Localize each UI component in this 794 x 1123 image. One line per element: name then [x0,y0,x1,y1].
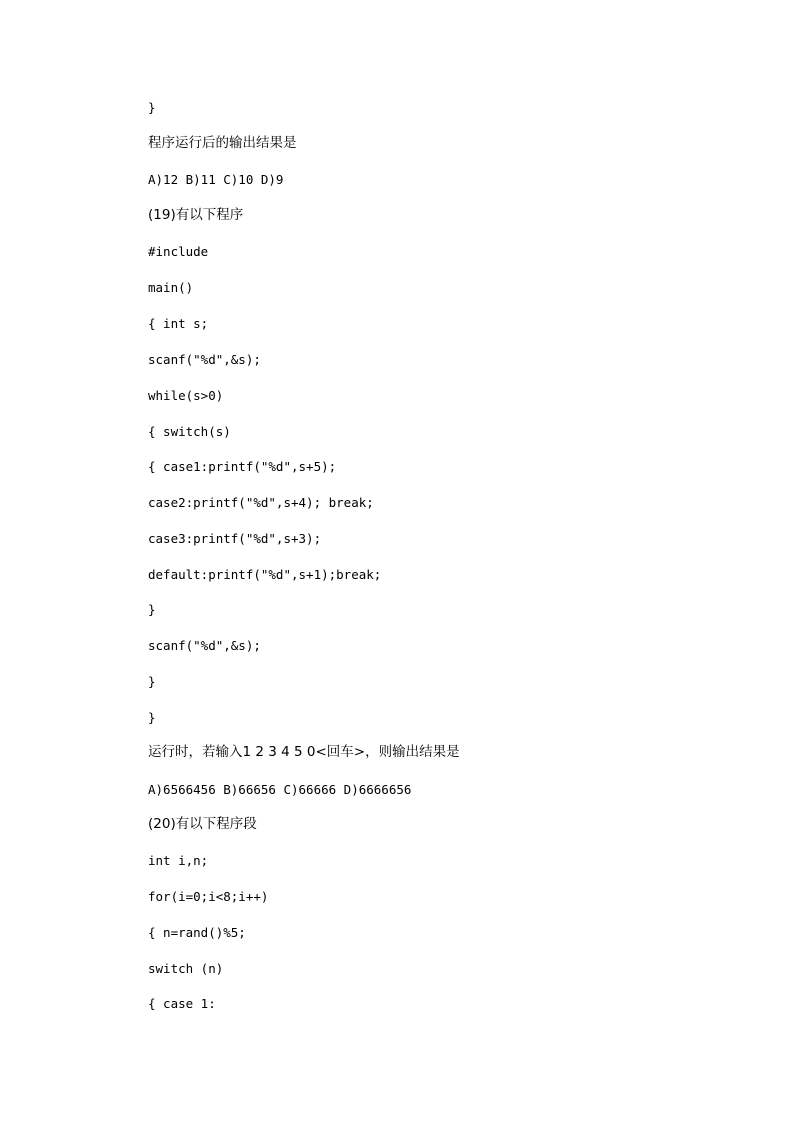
code-line: } [148,674,156,689]
code-line: main() [148,280,194,295]
code-line: while(s>0) [148,388,224,403]
code-line: for(i=0;i<8;i++) [148,889,269,904]
code-line: { switch(s) [148,424,231,439]
question-text: 运行时，若输入1 2 3 4 5 0<回车>，则输出结果是 [148,744,460,760]
code-line: scanf("%d",&s); [148,638,261,653]
question-heading: (20)有以下程序段 [148,816,257,832]
question-text: 程序运行后的输出结果是 [148,135,297,151]
code-line-closing-brace: } [148,100,156,115]
code-line: } [148,602,156,617]
code-line: case3:printf("%d",s+3); [148,531,322,546]
code-line: { int s; [148,316,209,331]
code-line: int i,n; [148,853,209,868]
code-line: { n=rand()%5; [148,925,246,940]
code-line: switch (n) [148,961,224,976]
code-line: scanf("%d",&s); [148,352,261,367]
answer-options: A)6566456 B)66656 C)66666 D)6666656 [148,782,412,797]
code-line: } [148,710,156,725]
question-heading: (19)有以下程序 [148,207,244,223]
code-line: case2:printf("%d",s+4); break; [148,495,374,510]
code-line: { case1:printf("%d",s+5); [148,459,337,474]
answer-options: A)12 B)11 C)10 D)9 [148,172,284,187]
code-line: default:printf("%d",s+1);break; [148,567,382,582]
code-line: { case 1: [148,996,216,1011]
code-line: #include [148,244,209,259]
